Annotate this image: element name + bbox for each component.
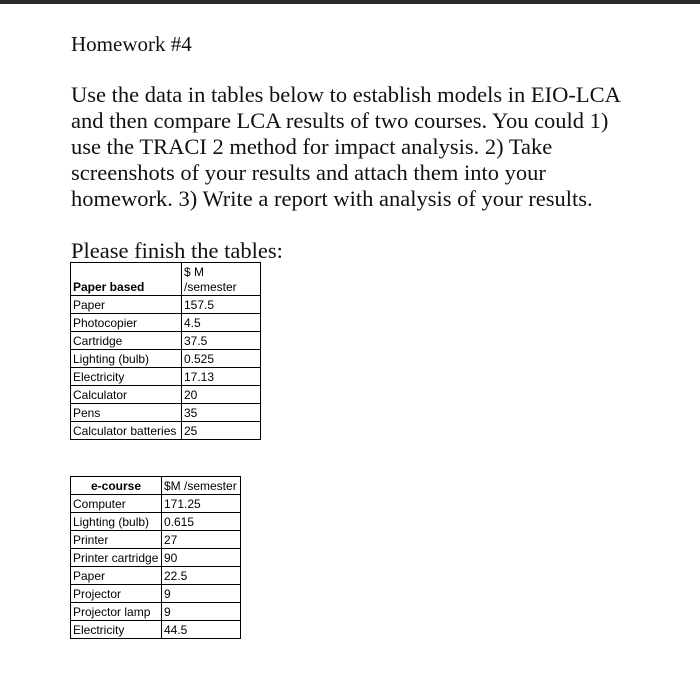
value-cell: 35 [182, 404, 261, 422]
header-label-cell: Paper based [71, 263, 182, 296]
table-row [71, 585, 241, 603]
table-header-row [71, 263, 261, 296]
value-cell: 44.5 [162, 621, 241, 639]
item-cell: Cartridge [71, 332, 182, 350]
instructions-line: screenshots of your results and attach them into your [71, 160, 546, 185]
value-cell: 27 [162, 531, 241, 549]
table-row [71, 495, 241, 513]
page-title: Homework #4 [71, 32, 192, 56]
value-cell: 9 [162, 585, 241, 603]
value-cell: 9 [162, 603, 241, 621]
table-row [71, 513, 241, 531]
item-cell: Lighting (bulb) [71, 513, 162, 531]
header-unit-line: /semester [184, 280, 237, 294]
top-border [0, 0, 700, 4]
item-cell: Paper [71, 567, 162, 585]
item-cell: Pens [71, 404, 182, 422]
table-row [71, 422, 261, 440]
item-cell: Paper [71, 296, 182, 314]
value-cell: 90 [162, 549, 241, 567]
e-course-table [70, 476, 241, 639]
value-cell: 4.5 [182, 314, 261, 332]
header-unit-cell [182, 263, 261, 296]
table-row [71, 386, 261, 404]
table-row [71, 549, 241, 567]
item-cell: Computer [71, 495, 162, 513]
item-cell: Electricity [71, 368, 182, 386]
paper-based-table [70, 262, 261, 440]
value-cell: 25 [182, 422, 261, 440]
instructions-line: Use the data in tables below to establish models in EIO-LCA [71, 82, 621, 107]
value-cell: 171.25 [162, 495, 241, 513]
header-unit-cell: $M /semester [162, 477, 241, 495]
instructions-line: homework. 3) Write a report with analysis of your results. [71, 186, 593, 211]
tables-prompt: Please finish the tables: [71, 238, 283, 263]
table-row [71, 603, 241, 621]
item-cell: Printer cartridge [71, 549, 162, 567]
item-cell: Printer [71, 531, 162, 549]
value-cell: 37.5 [182, 332, 261, 350]
header-unit-line: $ M [184, 265, 205, 279]
instructions-line: and then compare LCA results of two courses. You could 1) [71, 108, 609, 133]
item-cell: Electricity [71, 621, 162, 639]
table-row [71, 404, 261, 422]
value-cell: 0.615 [162, 513, 241, 531]
value-cell: 22.5 [162, 567, 241, 585]
table-row [71, 296, 261, 314]
item-cell: Calculator batteries [71, 422, 182, 440]
table-row [71, 368, 261, 386]
table-row [71, 621, 241, 639]
header-label-cell: e-course [71, 477, 162, 495]
instructions-line: use the TRACI 2 method for impact analysis. 2) Take [71, 134, 553, 159]
table-row [71, 567, 241, 585]
item-cell: Calculator [71, 386, 182, 404]
item-cell: Projector [71, 585, 162, 603]
table-row [71, 350, 261, 368]
table-row [71, 314, 261, 332]
table-row [71, 531, 241, 549]
table-row [71, 332, 261, 350]
value-cell: 17.13 [182, 368, 261, 386]
item-cell: Lighting (bulb) [71, 350, 182, 368]
value-cell: 157.5 [182, 296, 261, 314]
item-cell: Projector lamp [71, 603, 162, 621]
value-cell: 20 [182, 386, 261, 404]
value-cell: 0.525 [182, 350, 261, 368]
item-cell: Photocopier [71, 314, 182, 332]
table-header-row [71, 477, 241, 495]
instructions-paragraph [71, 82, 651, 212]
